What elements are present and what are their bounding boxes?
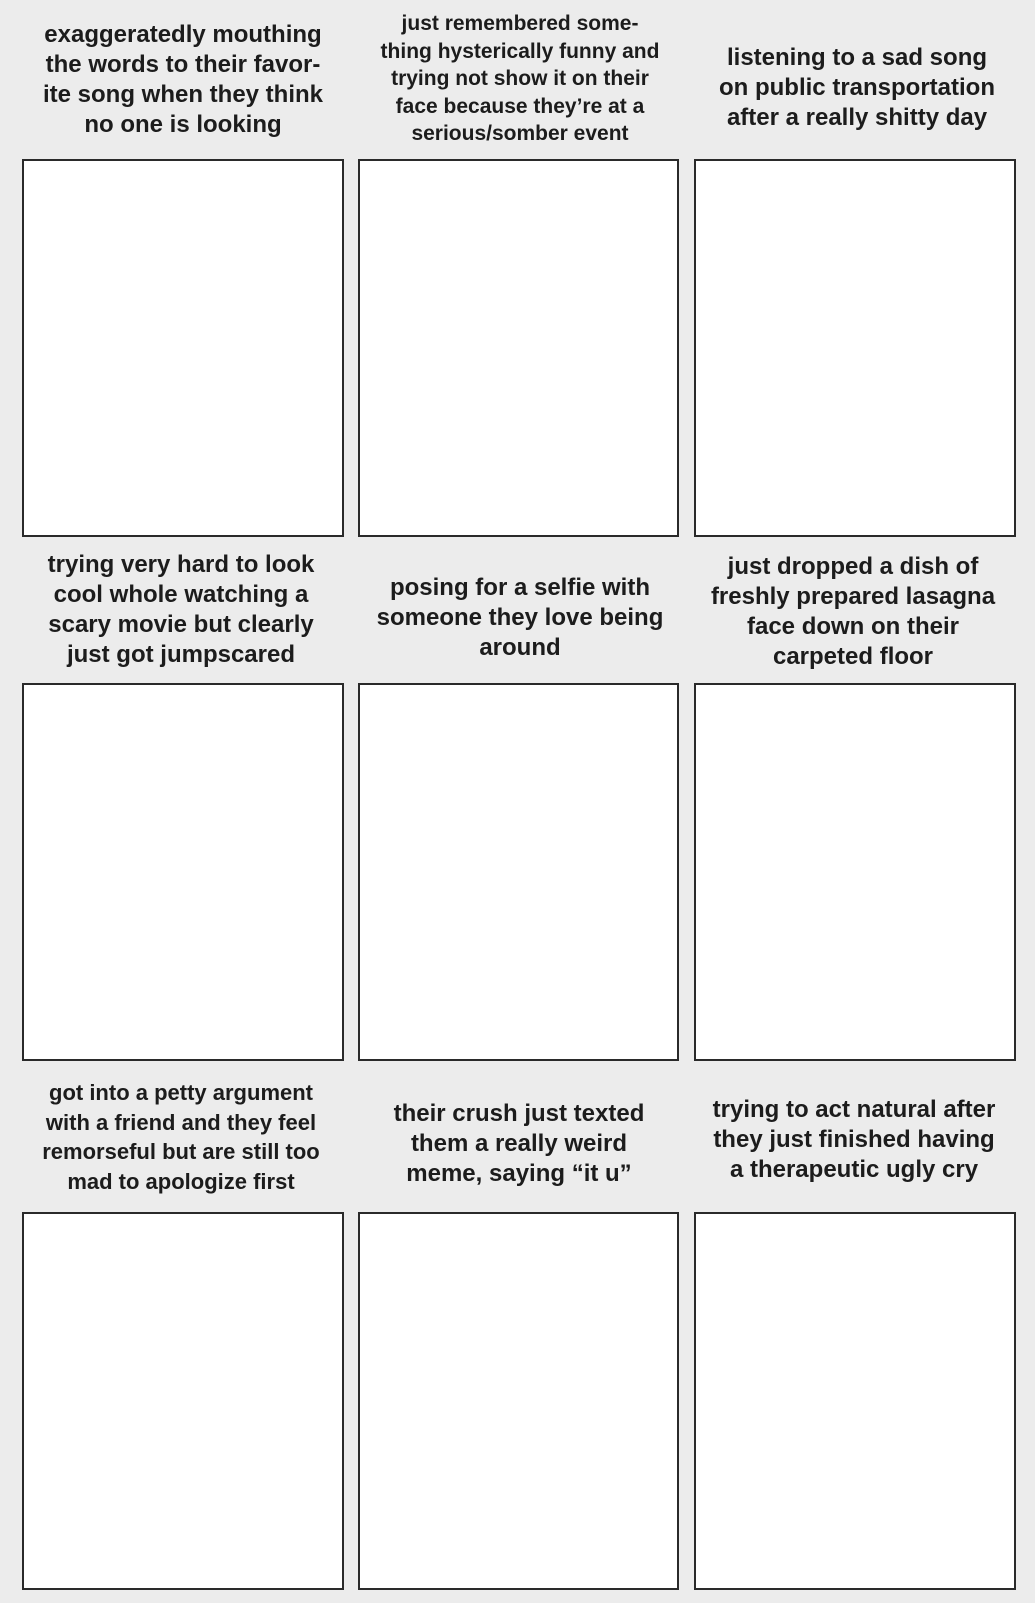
panel-4-drawing-box: [22, 683, 344, 1061]
panel-4-caption: trying very hard to look cool whole watching a scary movie but clearly just got jumpscared: [47, 551, 315, 668]
panel-7-drawing-box: [22, 1212, 344, 1590]
panel-2-drawing-box: [358, 159, 679, 537]
panel-6-caption: just dropped a dish of freshly prepared lasagna face down on their carpeted floor: [710, 553, 996, 670]
panel-7-caption: got into a petty argument with a friend and they feel remorseful but are still too mad to apologize first: [42, 1080, 320, 1194]
panel-9-caption: trying to act natural after they just finished having a therapeutic ugly cry: [712, 1096, 996, 1183]
panel-6-drawing-box: [694, 683, 1016, 1061]
panel-2-caption: just remembered some- thing hysterically funny and trying not show it on their face because they’re at a serious/somber event: [380, 12, 660, 146]
panel-3-drawing-box: [694, 159, 1016, 537]
panel-8-drawing-box: [358, 1212, 679, 1590]
panel-5-caption: posing for a selfie with someone they love being around: [376, 574, 664, 661]
panel-8-caption: their crush just texted them a really weird meme, saying “it u”: [393, 1100, 645, 1187]
panel-9-drawing-box: [694, 1212, 1016, 1590]
panel-3-caption: listening to a sad song on public transportation after a really shitty day: [719, 44, 995, 131]
panel-5-drawing-box: [358, 683, 679, 1061]
panel-1-caption: exaggeratedly mouthing the words to their favor- ite song when they think no one is looking: [42, 21, 324, 138]
panel-1-drawing-box: [22, 159, 344, 537]
